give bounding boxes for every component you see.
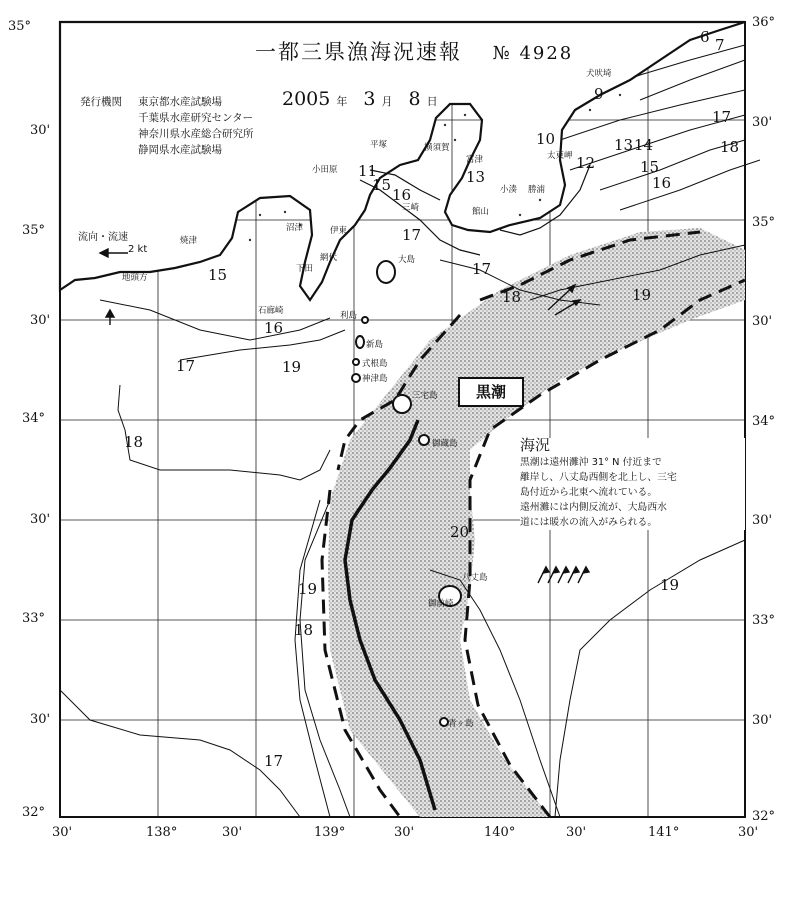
lon-label: 30' xyxy=(222,825,243,840)
issue-number: № 4928 xyxy=(492,43,574,64)
current-scale-text: 流向・流速 xyxy=(78,232,128,243)
place-label: 三宅島 xyxy=(412,391,438,401)
lat-label: 33° xyxy=(22,611,46,626)
lat-label: 33° xyxy=(752,613,776,628)
lat-label: 32° xyxy=(22,805,46,820)
lat-label: 35° xyxy=(22,223,46,238)
isotherm-label: 20 xyxy=(450,523,470,541)
lon-label: 30' xyxy=(394,825,415,840)
issuing-agencies xyxy=(80,94,254,158)
lat-label: 35° xyxy=(8,19,32,34)
island-mikura xyxy=(419,435,429,445)
isotherm-label: 16 xyxy=(652,174,672,192)
island-miyake xyxy=(393,395,411,413)
place-label: 網代 xyxy=(320,253,338,263)
lat-label: 34° xyxy=(22,411,46,426)
isotherm-label: 7 xyxy=(715,36,725,54)
isotherm-label: 18 xyxy=(294,621,314,639)
title-text: 一都三県漁海況速報 xyxy=(255,40,462,64)
kuroshio-label: 黒潮 xyxy=(458,377,524,407)
isotherm-label: 13 xyxy=(614,136,634,154)
isotherm-label: 17 xyxy=(472,260,492,278)
chart-title xyxy=(255,36,573,66)
place-label: 八丈島 xyxy=(462,573,488,583)
place-label: 地頭方 xyxy=(122,273,148,283)
date-month: 3 xyxy=(363,88,376,110)
isotherm-label: 16 xyxy=(392,186,412,204)
place-label: 式根島 xyxy=(362,359,388,369)
place-label: 平塚 xyxy=(370,140,388,150)
island-oshima xyxy=(377,261,395,283)
current-scale-value: 2 kt xyxy=(128,244,148,255)
lat-label: 30' xyxy=(30,712,51,727)
isotherm-label: 17 xyxy=(402,226,422,244)
isotherm-label: 18 xyxy=(720,138,740,156)
lat-label: 30' xyxy=(30,512,51,527)
sea-condition-line: 道には暖水の流入がみられる。 xyxy=(520,517,658,528)
chart-date xyxy=(282,88,448,110)
sea-condition-line: 遠州灘には内側反流が、大島西水 xyxy=(520,502,667,513)
lat-label: 36° xyxy=(752,15,776,30)
lat-label: 30' xyxy=(752,513,773,528)
place-label: 利島 xyxy=(340,311,358,321)
place-label: 御前崎 xyxy=(428,599,454,609)
island-shikine xyxy=(353,359,359,365)
lat-label: 30' xyxy=(752,713,773,728)
place-label: 焼津 xyxy=(180,236,198,246)
agency-item: 神奈川県水産総合研究所 xyxy=(138,128,254,140)
place-label: 大島 xyxy=(398,255,416,265)
isotherm-label: 15 xyxy=(372,176,392,194)
lon-label: 141° xyxy=(648,825,680,840)
lat-label: 30' xyxy=(752,314,773,329)
place-label: 太東岬 xyxy=(547,151,573,161)
place-label: 新島 xyxy=(366,340,384,350)
latitude-labels-right xyxy=(752,15,775,824)
isotherm-label: 17 xyxy=(264,752,284,770)
island-toshima xyxy=(362,317,368,323)
agency-item: 東京都水産試験場 xyxy=(138,96,222,108)
place-label: 犬吠埼 xyxy=(586,69,612,79)
lat-label: 30' xyxy=(30,313,51,328)
place-label: 小田原 xyxy=(312,165,338,175)
agency-item: 静岡県水産試験場 xyxy=(138,144,222,156)
lat-label: 30' xyxy=(752,115,773,130)
place-label: 勝浦 xyxy=(528,185,546,195)
isotherm-label: 11 xyxy=(358,162,378,180)
isotherm-label: 19 xyxy=(632,286,652,304)
isotherm-label: 19 xyxy=(282,358,302,376)
isotherm-label: 19 xyxy=(660,576,680,594)
sea-condition-line: 島付近から北東へ流れている。 xyxy=(520,487,658,498)
longitude-labels xyxy=(52,825,758,840)
sea-condition-line: 黒潮は遠州灘沖 31° N 付近まで xyxy=(520,457,662,468)
lon-label: 139° xyxy=(314,825,346,840)
isotherm-label: 15 xyxy=(208,266,228,284)
agency-item: 千葉県水産研究センター xyxy=(138,112,254,124)
isotherm-label: 17 xyxy=(176,357,196,375)
agencies-label: 発行機関 xyxy=(80,96,122,108)
isotherm-label: 18 xyxy=(502,288,522,306)
date-day: 8 xyxy=(408,88,421,110)
isotherm-label: 12 xyxy=(576,154,596,172)
place-label: 伊東 xyxy=(330,226,348,236)
lat-label: 30' xyxy=(30,123,51,138)
island-aogashima xyxy=(440,718,448,726)
isotherm-label: 18 xyxy=(124,433,144,451)
sea-condition-note xyxy=(520,438,745,530)
isotherm-label: 16 xyxy=(264,319,284,337)
lat-label: 32° xyxy=(752,809,776,824)
place-label: 三崎 xyxy=(402,203,420,213)
lon-label: 30' xyxy=(566,825,587,840)
lon-label: 138° xyxy=(146,825,178,840)
isotherm-label: 6 xyxy=(700,28,710,46)
date-year: 2005 xyxy=(282,88,331,110)
place-label: 沼津 xyxy=(286,223,304,233)
place-label: 富津 xyxy=(466,155,484,165)
lon-label: 30' xyxy=(52,825,73,840)
date-month-unit: 月 xyxy=(381,95,393,108)
date-day-unit: 日 xyxy=(426,95,438,108)
latitude-labels-left xyxy=(8,19,50,820)
place-label: 横須賀 xyxy=(424,143,450,153)
place-label: 青ヶ島 xyxy=(448,719,474,729)
lon-label: 140° xyxy=(484,825,516,840)
isotherm-label: 10 xyxy=(536,130,556,148)
isotherm-label: 13 xyxy=(466,168,486,186)
lon-label: 30' xyxy=(738,825,759,840)
island-niijima xyxy=(356,336,364,348)
isotherm-label: 19 xyxy=(298,580,318,598)
island-kozu xyxy=(352,374,360,382)
place-label: 神津島 xyxy=(362,374,388,384)
isotherm-label: 17 xyxy=(712,108,732,126)
lat-label: 34° xyxy=(752,414,776,429)
place-label: 下田 xyxy=(296,264,314,274)
isotherm-label: 14 xyxy=(634,136,654,154)
isotherm-label: 9 xyxy=(594,85,604,103)
place-label: 御蔵島 xyxy=(432,439,458,449)
place-label: 館山 xyxy=(472,207,490,217)
sea-condition-heading: 海況 xyxy=(520,436,551,454)
sea-condition-line: 離岸し、八丈島西側を北上し、三宅 xyxy=(520,472,677,483)
date-year-unit: 年 xyxy=(336,95,348,108)
isotherm-label: 15 xyxy=(640,158,660,176)
place-label: 石廊崎 xyxy=(258,306,284,316)
lat-label: 35° xyxy=(752,215,776,230)
place-label: 小湊 xyxy=(500,185,518,195)
